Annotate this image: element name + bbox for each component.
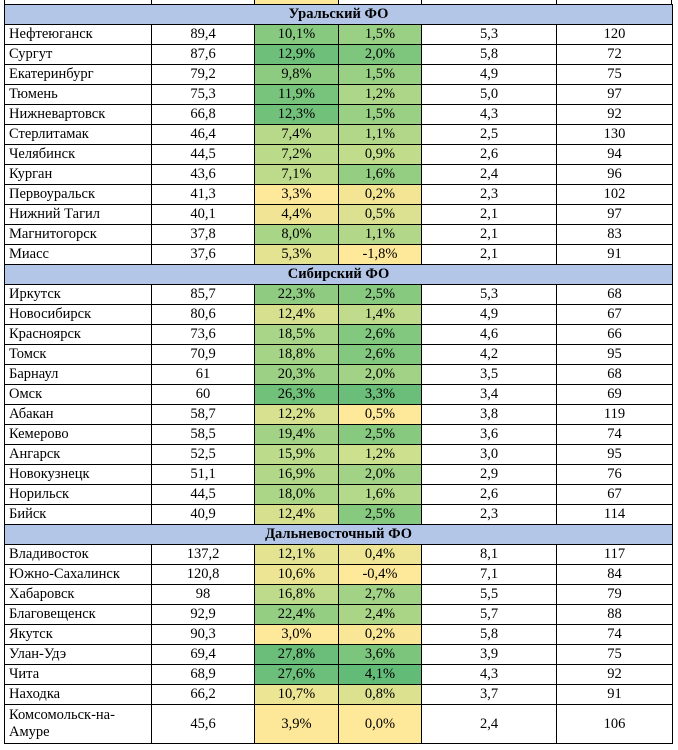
value-cell: 68 [557, 365, 673, 385]
value-cell: 61 [152, 365, 255, 385]
percent-cell: 3,0% [255, 625, 339, 645]
table-row [5, 185, 673, 205]
percent-cell: 5,3% [255, 245, 339, 265]
value-cell: 91 [557, 685, 673, 705]
percent-cell: 3,3% [339, 385, 422, 405]
value-cell: 114 [557, 505, 673, 525]
table-row [5, 345, 673, 365]
table-row [5, 145, 673, 165]
value-cell: 91 [557, 245, 673, 265]
value-cell: 89,4 [152, 25, 255, 45]
city-statistics-table [4, 4, 673, 744]
data-table-container [4, 4, 672, 744]
value-cell: 97 [557, 85, 673, 105]
value-cell: 87,6 [152, 45, 255, 65]
value-cell: 67 [557, 485, 673, 505]
city-name: Хабаровск [5, 585, 152, 605]
value-cell: 4,6 [422, 325, 557, 345]
value-cell: 4,2 [422, 345, 557, 365]
value-cell: 95 [557, 445, 673, 465]
table-body [5, 5, 673, 744]
value-cell: 8,1 [422, 545, 557, 565]
table-row [5, 165, 673, 185]
table-row [5, 665, 673, 685]
value-cell: 66,2 [152, 685, 255, 705]
percent-cell: 18,8% [255, 345, 339, 365]
percent-cell: 1,1% [339, 225, 422, 245]
city-name: Челябинск [5, 145, 152, 165]
city-name: Якутск [5, 625, 152, 645]
value-cell: 2,5 [422, 125, 557, 145]
city-name: Магнитогорск [5, 225, 152, 245]
percent-cell: 10,6% [255, 565, 339, 585]
value-cell: 68 [557, 285, 673, 305]
city-name: Томск [5, 345, 152, 365]
percent-cell: 18,0% [255, 485, 339, 505]
percent-cell: 22,3% [255, 285, 339, 305]
percent-cell: 1,4% [339, 305, 422, 325]
table-row [5, 125, 673, 145]
percent-cell: 3,6% [339, 645, 422, 665]
value-cell: 3,7 [422, 685, 557, 705]
percent-cell: 2,4% [339, 605, 422, 625]
value-cell: 2,6 [422, 145, 557, 165]
value-cell: 68,9 [152, 665, 255, 685]
city-name: Иркутск [5, 285, 152, 305]
city-name: Ангарск [5, 445, 152, 465]
value-cell: 84 [557, 565, 673, 585]
percent-cell: 12,9% [255, 45, 339, 65]
value-cell: 3,9 [422, 645, 557, 665]
city-name: Тюмень [5, 85, 152, 105]
value-cell: 95 [557, 345, 673, 365]
value-cell: 88 [557, 605, 673, 625]
value-cell: 44,5 [152, 145, 255, 165]
percent-cell: 2,0% [339, 465, 422, 485]
percent-cell: 26,3% [255, 385, 339, 405]
table-row [5, 285, 673, 305]
percent-cell: 7,4% [255, 125, 339, 145]
percent-cell: 11,9% [255, 85, 339, 105]
value-cell: 92,9 [152, 605, 255, 625]
percent-cell: 0,5% [339, 205, 422, 225]
city-name: Первоуральск [5, 185, 152, 205]
percent-cell: 1,6% [339, 165, 422, 185]
value-cell: 66 [557, 325, 673, 345]
percent-cell: 2,0% [339, 45, 422, 65]
percent-cell: 1,5% [339, 105, 422, 125]
percent-cell: 2,6% [339, 345, 422, 365]
percent-cell: 12,1% [255, 545, 339, 565]
city-name: Южно-Сахалинск [5, 565, 152, 585]
table-row [5, 465, 673, 485]
city-name: Благовещенск [5, 605, 152, 625]
percent-cell: 1,2% [339, 445, 422, 465]
value-cell: 67 [557, 305, 673, 325]
value-cell: 58,7 [152, 405, 255, 425]
city-name: Сургут [5, 45, 152, 65]
table-row [5, 585, 673, 605]
percent-cell: 10,7% [255, 685, 339, 705]
value-cell: 58,5 [152, 425, 255, 445]
value-cell: 79 [557, 585, 673, 605]
city-name: Находка [5, 685, 152, 705]
percent-cell: 22,4% [255, 605, 339, 625]
table-row [5, 325, 673, 345]
percent-cell: 27,8% [255, 645, 339, 665]
value-cell: 45,6 [152, 705, 255, 744]
table-top-cutoff [4, 0, 672, 4]
table-row [5, 705, 673, 744]
value-cell: 73,6 [152, 325, 255, 345]
value-cell: 2,1 [422, 245, 557, 265]
value-cell: 60 [152, 385, 255, 405]
percent-cell: -0,4% [339, 565, 422, 585]
city-name: Нефтеюганск [5, 25, 152, 45]
table-row [5, 685, 673, 705]
value-cell: 2,1 [422, 205, 557, 225]
value-cell: 7,1 [422, 565, 557, 585]
value-cell: 80,6 [152, 305, 255, 325]
value-cell: 72 [557, 45, 673, 65]
percent-cell: 12,2% [255, 405, 339, 425]
percent-cell: -1,8% [339, 245, 422, 265]
value-cell: 75,3 [152, 85, 255, 105]
value-cell: 74 [557, 425, 673, 445]
value-cell: 5,5 [422, 585, 557, 605]
value-cell: 66,8 [152, 105, 255, 125]
value-cell: 98 [152, 585, 255, 605]
region-header-row [5, 5, 673, 25]
value-cell: 51,1 [152, 465, 255, 485]
value-cell: 76 [557, 465, 673, 485]
table-row [5, 245, 673, 265]
percent-cell: 9,8% [255, 65, 339, 85]
value-cell: 44,5 [152, 485, 255, 505]
percent-cell: 0,4% [339, 545, 422, 565]
table-row [5, 645, 673, 665]
value-cell: 5,3 [422, 25, 557, 45]
percent-cell: 4,1% [339, 665, 422, 685]
value-cell: 4,9 [422, 305, 557, 325]
percent-cell: 16,8% [255, 585, 339, 605]
city-name: Владивосток [5, 545, 152, 565]
value-cell: 40,1 [152, 205, 255, 225]
city-name: Барнаул [5, 365, 152, 385]
value-cell: 2,9 [422, 465, 557, 485]
city-name: Омск [5, 385, 152, 405]
percent-cell: 27,6% [255, 665, 339, 685]
value-cell: 69,4 [152, 645, 255, 665]
percent-cell: 12,4% [255, 305, 339, 325]
value-cell: 97 [557, 205, 673, 225]
percent-cell: 1,5% [339, 65, 422, 85]
table-row [5, 45, 673, 65]
city-name: Комсомольск-на-Амуре [5, 705, 152, 744]
city-name: Курган [5, 165, 152, 185]
city-name: Бийск [5, 505, 152, 525]
percent-cell: 7,2% [255, 145, 339, 165]
percent-cell: 12,3% [255, 105, 339, 125]
value-cell: 75 [557, 645, 673, 665]
percent-cell: 10,1% [255, 25, 339, 45]
percent-cell: 20,3% [255, 365, 339, 385]
value-cell: 43,6 [152, 165, 255, 185]
city-name: Кемерово [5, 425, 152, 445]
value-cell: 2,6 [422, 485, 557, 505]
percent-cell: 1,5% [339, 25, 422, 45]
percent-cell: 0,0% [339, 705, 422, 744]
value-cell: 3,5 [422, 365, 557, 385]
value-cell: 70,9 [152, 345, 255, 365]
value-cell: 130 [557, 125, 673, 145]
value-cell: 41,3 [152, 185, 255, 205]
percent-cell: 18,5% [255, 325, 339, 345]
city-name: Норильск [5, 485, 152, 505]
value-cell: 75 [557, 65, 673, 85]
value-cell: 74 [557, 625, 673, 645]
value-cell: 46,4 [152, 125, 255, 145]
value-cell: 119 [557, 405, 673, 425]
region-header-row [5, 265, 673, 285]
value-cell: 2,4 [422, 165, 557, 185]
percent-cell: 1,6% [339, 485, 422, 505]
percent-cell: 2,5% [339, 425, 422, 445]
table-row [5, 65, 673, 85]
value-cell: 92 [557, 105, 673, 125]
table-row [5, 85, 673, 105]
percent-cell: 4,4% [255, 205, 339, 225]
city-name: Екатеринбург [5, 65, 152, 85]
value-cell: 4,3 [422, 105, 557, 125]
value-cell: 137,2 [152, 545, 255, 565]
percent-cell: 0,5% [339, 405, 422, 425]
table-row [5, 385, 673, 405]
percent-cell: 0,9% [339, 145, 422, 165]
value-cell: 5,8 [422, 625, 557, 645]
value-cell: 2,3 [422, 505, 557, 525]
city-name: Улан-Удэ [5, 645, 152, 665]
percent-cell: 12,4% [255, 505, 339, 525]
value-cell: 3,4 [422, 385, 557, 405]
value-cell: 3,6 [422, 425, 557, 445]
table-row [5, 225, 673, 245]
table-row [5, 305, 673, 325]
percent-cell: 0,8% [339, 685, 422, 705]
table-row [5, 565, 673, 585]
value-cell: 5,8 [422, 45, 557, 65]
percent-cell: 7,1% [255, 165, 339, 185]
percent-cell: 1,2% [339, 85, 422, 105]
value-cell: 37,8 [152, 225, 255, 245]
value-cell: 102 [557, 185, 673, 205]
value-cell: 40,9 [152, 505, 255, 525]
table-row [5, 505, 673, 525]
city-name: Чита [5, 665, 152, 685]
city-name: Стерлитамак [5, 125, 152, 145]
table-row [5, 605, 673, 625]
percent-cell: 2,0% [339, 365, 422, 385]
value-cell: 96 [557, 165, 673, 185]
city-name: Нижний Тагил [5, 205, 152, 225]
value-cell: 83 [557, 225, 673, 245]
value-cell: 3,0 [422, 445, 557, 465]
percent-cell: 2,5% [339, 285, 422, 305]
value-cell: 90,3 [152, 625, 255, 645]
city-name: Нижневартовск [5, 105, 152, 125]
value-cell: 5,7 [422, 605, 557, 625]
percent-cell: 19,4% [255, 425, 339, 445]
percent-cell: 0,2% [339, 185, 422, 205]
value-cell: 120 [557, 25, 673, 45]
value-cell: 92 [557, 665, 673, 685]
region-name: Дальневосточный ФО [5, 525, 673, 545]
value-cell: 69 [557, 385, 673, 405]
percent-cell: 0,2% [339, 625, 422, 645]
city-name: Абакан [5, 405, 152, 425]
table-row [5, 425, 673, 445]
city-name: Красноярск [5, 325, 152, 345]
table-row [5, 485, 673, 505]
percent-cell: 2,5% [339, 505, 422, 525]
value-cell: 85,7 [152, 285, 255, 305]
value-cell: 4,9 [422, 65, 557, 85]
percent-cell: 3,9% [255, 705, 339, 744]
value-cell: 5,3 [422, 285, 557, 305]
table-row [5, 105, 673, 125]
value-cell: 2,3 [422, 185, 557, 205]
table-row [5, 205, 673, 225]
city-name: Новосибирск [5, 305, 152, 325]
percent-cell: 1,1% [339, 125, 422, 145]
value-cell: 106 [557, 705, 673, 744]
table-row [5, 405, 673, 425]
percent-cell: 2,7% [339, 585, 422, 605]
table-row [5, 545, 673, 565]
value-cell: 2,4 [422, 705, 557, 744]
table-row [5, 25, 673, 45]
percent-cell: 3,3% [255, 185, 339, 205]
city-name: Новокузнецк [5, 465, 152, 485]
value-cell: 37,6 [152, 245, 255, 265]
region-name: Сибирский ФО [5, 265, 673, 285]
value-cell: 4,3 [422, 665, 557, 685]
value-cell: 117 [557, 545, 673, 565]
table-row [5, 625, 673, 645]
value-cell: 94 [557, 145, 673, 165]
region-header-row [5, 525, 673, 545]
value-cell: 5,0 [422, 85, 557, 105]
table-row [5, 445, 673, 465]
value-cell: 120,8 [152, 565, 255, 585]
region-name: Уральский ФО [5, 5, 673, 25]
value-cell: 2,1 [422, 225, 557, 245]
city-name: Миасс [5, 245, 152, 265]
value-cell: 79,2 [152, 65, 255, 85]
percent-cell: 15,9% [255, 445, 339, 465]
table-row [5, 365, 673, 385]
percent-cell: 2,6% [339, 325, 422, 345]
value-cell: 3,8 [422, 405, 557, 425]
percent-cell: 8,0% [255, 225, 339, 245]
value-cell: 52,5 [152, 445, 255, 465]
percent-cell: 16,9% [255, 465, 339, 485]
